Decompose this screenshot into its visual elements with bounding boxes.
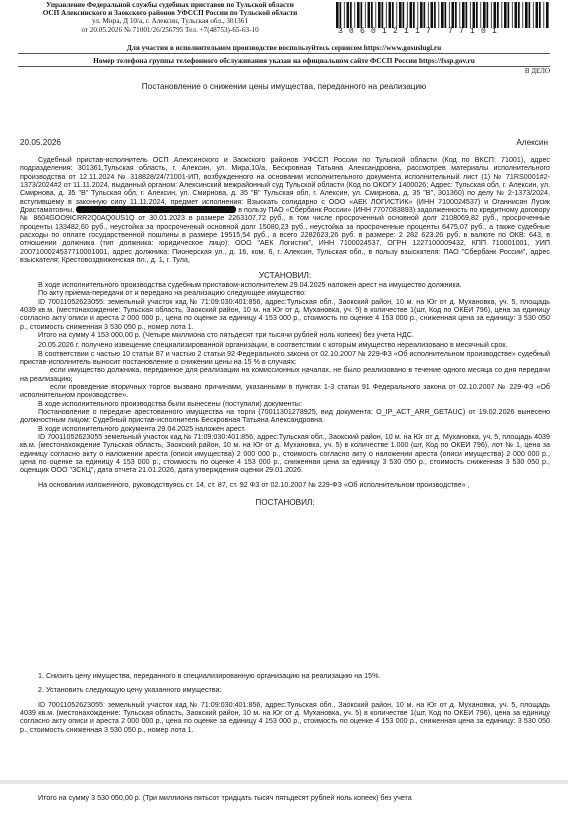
barcode-bar (441, 2, 444, 28)
barcode-bar (483, 2, 486, 28)
file-stamp: В ДЕЛО (524, 67, 550, 75)
barcode-bar (350, 2, 352, 28)
paragraph-property: ID 70011052623055 земельный участок кад.№ 71:09:030:401:856, адрес:Тульская обл., Заокский район, 10 м. на Юг от д. Мухановка, уч. 5, площадь 4039 кв.м. (местонахождение Тульская область, Заокский район, 10 м. на Юг от д. Мухановка, уч. 5) в количестве 1.000 (шт, Код по ОКЕИ 796), лот № 1, цена за единицу согласно акту о наложении ареста (описи имущества) 2 000 000 р., стоимость согласно акту о наложении ареста (описи имущества) 2 000 000 р., цена по оценке за единицу 4 153 000 р., стоимость по оценке 4 153 000 р., сниженная цена за единицу 3 530 050 р., стоимость сниженная 3 530 050 р., оценщик ООО "ЗСКЦ", дата отчета 21.01.2026, дата утверждения оценки 29.01.2026. (20, 433, 550, 475)
barcode-bar (445, 2, 447, 28)
issuer-address: ул. Мира, Д 10/а, г. Алексин, Тульская обл., 301361 (92, 17, 248, 26)
barcode-bar (424, 2, 426, 28)
divider (18, 53, 550, 54)
barcode-bar (470, 2, 471, 28)
barcode-bar (357, 2, 360, 28)
phone-notice: Номер телефона группы телефонного обслуживания указан на официальном сайте ФССП России https://fssp.gov.ru (93, 56, 475, 65)
paragraph: В ходе исполнительного производства были вынесены (поступили) документы: (38, 399, 302, 408)
barcode-bar (428, 2, 429, 28)
barcode-bar (438, 2, 439, 28)
divider (18, 66, 550, 67)
paragraph: В соответствии с частью 10 статьи 87 и частью 2 статьи 92 Федерального закона от 02.10.2007 № 229-ФЗ «Об исполнительном производстве» судебный пристав-исполнитель выносит постановление о снижении цены на 15 % в случаях: (20, 349, 550, 366)
document-page-2 (0, 784, 568, 816)
barcode-bar (494, 2, 497, 28)
barcode-bar (462, 2, 465, 28)
barcode-bar (459, 2, 460, 28)
resolution-list (20, 672, 550, 734)
barcode-bar (417, 2, 418, 28)
gosuslugi-notice: Для участия в исполнительном производстве воспользуйтесь сервисом https://www.gosuslugi.ru (126, 43, 442, 52)
barcode-bar (389, 2, 392, 28)
barcode-bar (354, 2, 355, 28)
issuer-reference: от 20.05.2026 № 71001/26/256795 Тел. +7(48753)-65-63-10 (81, 25, 259, 34)
barcode-bar (413, 2, 415, 28)
barcode-bar (480, 2, 481, 28)
heading-postanovil: ПОСТАНОВИЛ: (255, 498, 315, 508)
barcode-bar (522, 2, 523, 28)
resolution-property: ID 70011052623055: земельный участок кад.№ 71:09:030:401:856, адрес:Тульская обл., Заокский район, 10 м. на Юг от д. Мухановка, уч. 5, площадь 4039 кв.м. (местонахождение: Тульская область, Заокский район, 10 м. на Юг от д. Мухановка, уч. 5) в количестве 1(шт, Код по ОКЕИ 796), цена за единицу согласно акту описи и ареста 2 000 000 р., цена по оценке за единицу 4 153 000 р., стоимость по оценке 4 153 000 р., сниженная цена за единицу: 3 530 050 р., стоимость сниженная 3 530 050 р., номер лота 1. (20, 700, 550, 734)
redaction-mark (76, 206, 236, 213)
barcode-bar (399, 2, 402, 28)
document-date: 20.05.2026 (20, 138, 61, 147)
page2-body (20, 794, 550, 802)
issuer-agency: Управление Федеральной службы судебных приставов по Тульской области (46, 1, 294, 9)
paragraph: если имущество должника, переданное для реализации на комиссионных началах, не было реализовано в течение одного месяца со дня передачи на реализацию; (20, 366, 550, 383)
barcode-bar (491, 2, 492, 28)
paragraph-basis: На основании изложенного, руководствуясь ст. 14, ст. 87, ст. 92 ФЗ от 02.10.2007 № 229-ФЗ «Об исполнительном производстве» , (38, 480, 470, 489)
paragraph-property: ID 70011052623055: земельный участок кад.№ 71:09:030:401:856, адрес:Тульская обл., Заокский район, 10 м. на Юг от д. Мухановка, уч. 5, площадь 4039 кв.м. (местонахождение: Тульская область, Заокский район, 10 м. на Юг от д. Мухановка, уч. 5) в количестве 1(шт, Код по ОКЕИ 796), цена за единицу согласно акту описи и ареста 2 000 000 р., цена по оценке за единицу 4 153 000 р., стоимость по оценке 4 153 000 р., сниженная цена за единицу: 3 530 050 р., стоимость сниженная 3 530 050 р., номер лота 1. (20, 297, 550, 331)
issuer-header (20, 1, 320, 34)
barcode-bar (407, 2, 408, 28)
barcode-bar (368, 2, 371, 28)
barcode-bar (455, 2, 457, 28)
heading-ustanovil: УСТАНОВИЛ: (258, 271, 312, 281)
barcode-bar (392, 2, 394, 28)
barcode-bar (536, 2, 539, 28)
paragraph: В ходе исполнительного производства судебным приставом-исполнителем 29.04.2025 наложен арест на имущество должника. (38, 280, 462, 289)
barcode-bar (533, 2, 534, 28)
barcode-bar (434, 2, 436, 28)
paragraph: По акту приема-передачи от и передано на реализацию следующее имущество: (38, 289, 307, 298)
barcode (336, 2, 550, 28)
barcode-bar (420, 2, 423, 28)
document-title: Постановление о снижении цены имущества, переданного на реализацию (141, 82, 427, 91)
paragraph: В ходе исполнительного документа 29.04.2025 наложен арест. (38, 424, 246, 433)
resolution-item: 2. Установить следующую цену указанного имущества: (38, 686, 222, 695)
barcode-bar (382, 2, 384, 28)
barcode-number: 306012117 77101 (338, 27, 504, 36)
barcode-bar (546, 2, 549, 28)
barcode-bar (525, 2, 528, 28)
paragraph-total: Итого на сумму 4 153 000,00 р. (Четыре миллиона сто пятьдесят три тысячи рублей ноль копеек) без учета НДС. (38, 330, 414, 339)
barcode-bar (452, 2, 455, 28)
barcode-bar (529, 2, 531, 28)
barcode-bar (508, 2, 510, 28)
barcode-bar (539, 2, 541, 28)
barcode-bar (497, 2, 499, 28)
barcode-bar (396, 2, 397, 28)
resolution-item: 1. Снизить цену имущества, переданного в специализированную организацию на реализацию на 15%. (38, 672, 381, 680)
barcode-bar (476, 2, 478, 28)
barcode-bar (340, 2, 342, 28)
barcode-bar (365, 2, 366, 28)
barcode-bar (361, 2, 363, 28)
paragraph-total: Итого на сумму 3 530 050,00 р. (Три миллиона пятьсот тридцать тысяч пятьдесят рублей ноль копеек) без учета (38, 794, 412, 802)
barcode-bar (403, 2, 405, 28)
barcode-bar (431, 2, 434, 28)
paragraph-preamble: Судебный пристав-исполнитель ОСП Алексинского и Заокского районов УФССП России по Тульской области (Код по ВКСП: 71001), адрес подразделения: 301361,Тульская область, г. Алексин, ул. Мира,10/а, Бескровная Татьяна Александровна, рассмотрев материалы исполнительного производства от 12.11.2024 № 318828/24/71001-ИП, возбужденного на основании исполнительного документа исполнительный лист (1) № 71RS0001#2-1373/2024#2 от 11.11.2024, выданный органом: Алексинский межрайонный суд Тульской области (Код по ОКОГУ 1400026; Адрес: Тульская обл, г. Алексин, ул. Смирнова, д. 35 "В" Тульская обл, г. Алексин, ул. Смирнова, д. 35 "В" Тульская обл, г. Алексин, ул. Смирнова, д. 35 "В", 301360) по делу № 2-1373/2024, вступившему в законную силу 11.11.2024, предмет исполнения: Взыскать солидарно с ООО «АЕК ЛОГИСТИК» (ИНН 7100024537) и Оганнисян Лусик Драстаматовны, в пользу ПАО «Сбербанк России» (ИНН 7707083893) задолженность по кредитному договору № 8604GOO9ICRR2Q0AQ0US1Q от 30.01.2023 в размере 2263107,72 руб., в том числе просроченный основной долг 2108069,82 руб., просроченные проценты 133482,60 руб., неустойка за просроченный основной долг 15080,23 руб., неустойка за просроченные проценты 6475,07 руб., а также судебные расходы по оплате государственной пошлины в размере 19515,54 руб., а всего 2282623,26 руб. в размере: 2 282 623.26 руб. в валюте по ОКВ: 643, в отношении должника (тип должника: юридическое лицо): ООО "АЕК Логистик", ИНН 7100024537, ОГРН 1227100009432, КПП 710001001, УИП 2007100024537710001001, адрес должника: Пионерская ул., д. 16, ком. 6, г. Алексин, Тульская обл., в пользу взыскателя: ПАО "Сбербанк России", адрес взыскателя: Крестовоздвиженская пл., д. 1, г. Тула, (20, 156, 551, 265)
barcode-bar (347, 2, 350, 28)
barcode-bar (512, 2, 513, 28)
paragraph: Постановление о передаче арестованного имущества на торги (70011301278925, вид документа: O_IP_ACT_ARR_GETAUC) от 19.02.2026 вынесено должностным лицом: Судебный пристав-исполнитель Бескровная Татьяна Александровна. (20, 407, 550, 425)
issuer-department: ОСП Алексинского и Заокского районов УФССП России по Тульской области (42, 9, 298, 18)
barcode-bar (344, 2, 345, 28)
barcode-bar (371, 2, 373, 28)
barcode-bar (410, 2, 413, 28)
barcode-bar (515, 2, 518, 28)
paragraph: 20.05.2026 г. получено извещение специализированной организации, в соответствии с которым имущество нереализовано в месячный срок. (38, 341, 508, 350)
document-city: Алексин (516, 138, 548, 147)
barcode-bar (518, 2, 520, 28)
barcode-bar (386, 2, 387, 28)
barcode-bar (466, 2, 468, 28)
document-body (20, 156, 550, 507)
barcode-bar (375, 2, 376, 28)
barcode-bar (449, 2, 450, 28)
barcode-bar (473, 2, 476, 28)
barcode-bar (487, 2, 489, 28)
barcode-bar (543, 2, 544, 28)
paragraph: если проведение вторичных торгов вызвано причинами, указанными в пунктах 1-3 статьи 91 Федерального закона от 02.10.2007 № 229-ФЗ «Об исполнительном производстве». (20, 382, 550, 400)
barcode-bar (336, 2, 339, 28)
barcode-bar (378, 2, 381, 28)
barcode-bar (501, 2, 502, 28)
barcode-bar (504, 2, 507, 28)
